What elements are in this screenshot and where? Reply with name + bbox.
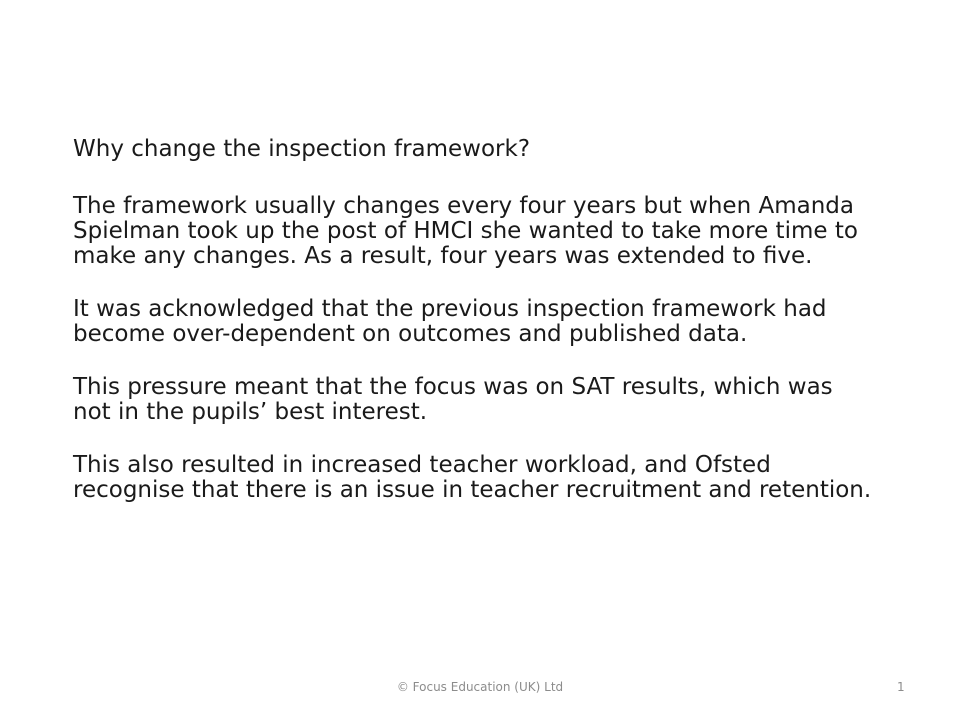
- paragraph-over-dependent: It was acknowledged that the previous inspection framework had become over-dependent on outcomes and published data.: [73, 296, 827, 347]
- paragraph-framework-change: The framework usually changes every four years but when Amanda Spielman took up the post of HMCI she wanted to take more time to make any changes. As a result, four years was extended to five.: [73, 193, 858, 269]
- slide-footer: [0, 680, 960, 700]
- paragraph-sat-pressure: This pressure meant that the focus was on SAT results, which was not in the pupils’ best interest.: [73, 374, 833, 425]
- paragraph-teacher-workload: This also resulted in increased teacher workload, and Ofsted recognise that there is an issue in teacher recruitment and retention.: [73, 452, 872, 503]
- copyright-notice: © Focus Education (UK) Ltd: [396, 680, 564, 694]
- slide-content: [73, 137, 873, 531]
- page-number: 1: [897, 680, 905, 694]
- slide-heading: Why change the inspection framework?: [73, 136, 531, 162]
